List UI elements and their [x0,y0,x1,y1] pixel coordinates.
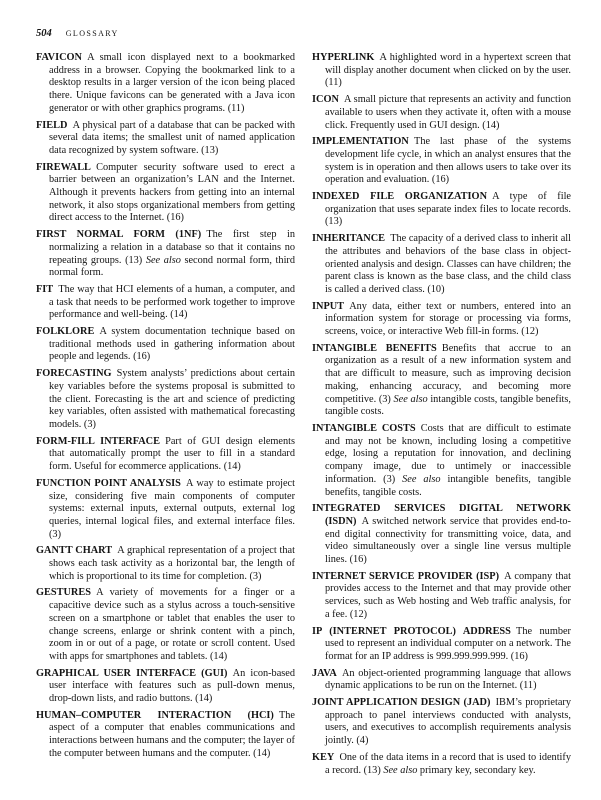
glossary-entry: INPUT Any data, either text or numbers, entered into an information system for storage or processing via forms, screens, voice, or interactive Web fill-in forms. (12) [312,300,571,338]
see-also-label: See also [393,393,428,405]
glossary-entry: KEY One of the data items in a record that is used to identify a record. (13) See also primary key, secondary key. [312,751,571,776]
glossary-term: HYPERLINK [312,52,375,63]
glossary-entry: FIELD A physical part of a database that can be packed with several data items; the smallest unit of named application data recognized by system software. (13) [36,119,295,156]
glossary-entry: GANTT CHART A graphical representation of a project that shows each task activity as a horizontal bar, the length of which is proportional to its time for completion. (3) [36,545,295,582]
glossary-term: IP (INTERNET PROTOCOL) ADDRESS [312,625,511,637]
glossary-term: INTANGIBLE BENEFITS [312,342,437,354]
page-header [36,28,571,39]
glossary-entry: FAVICON A small icon displayed next to a bookmarked address in a browser. Copying the bookmarked link to a desktop results in a larger version of the icon being placed there. Unique favicons can be generated with a Java icon generator or with other graphics programs. (11) [36,52,295,114]
glossary-term: FAVICON [36,52,82,63]
see-also-label: See also [402,473,441,485]
glossary-entry: FORECASTING System analysts’ predictions about certain key variables before the systems proposal is submitted to the client. Forecasting is the art and science of predicting key variables, often assisted with mathematical forecasting models. (3) [36,368,295,430]
glossary-term: FIREWALL [36,161,91,173]
glossary-term: KEY [312,751,335,763]
glossary-term: HUMAN–COMPUTER INTERACTION (HCI) [36,709,274,721]
glossary-entry: JAVA An object-oriented programming language that allows dynamic applications to be run on the Internet. (11) [312,667,571,692]
see-also-label: See also [383,764,418,776]
glossary-entry: IP (INTERNET PROTOCOL) ADDRESS The number used to represent an individual computer on a network. The format for an IP address is 999.999.999.999. (16) [312,625,571,662]
glossary-term: INDEXED FILE ORGANIZATION [312,191,488,203]
glossary-entry: IMPLEMENTATION The last phase of the systems development life cycle, in which an analyst ensures that the system is in operation and then allows users to take over its operation and evaluation. (16) [312,136,571,186]
glossary-term: GANTT CHART [36,545,113,557]
glossary-term: FIELD [36,119,68,131]
glossary-entry: GRAPHICAL USER INTERFACE (GUI) An icon-based user interface with features such as pull-down menus, drop-down lists, and radio buttons. (14) [36,667,295,705]
glossary-entry: INTERNET SERVICE PROVIDER (ISP) A company that provides access to the Internet and that may provide other services, such as Web hosting and Web traffic analysis, for a fee. (12) [312,570,571,620]
glossary-term: INHERITANCE [312,233,386,245]
glossary-entry: FIT The way that HCI elements of a human, a computer, and a task that needs to be performed work together to improve performance and well-being. (14) [36,283,295,321]
glossary-entry: FIREWALL Computer security software used to erect a barrier between an organization’s LAN and the Internet. Although it prevents hackers from getting into an internal network, it also stops organizational members from getting direct access to the Internet. (16) [36,161,295,224]
glossary-term: JOINT APPLICATION DESIGN (JAD) [312,697,491,709]
glossary-term: FIRST NORMAL FORM (1NF) [36,229,202,241]
section-title: GLOSSARY [65,29,119,38]
see-also-label: See also [145,254,181,266]
glossary-entry: JOINT APPLICATION DESIGN (JAD) IBM’s proprietary approach to panel interviews conducted with analysts, users, and executives to accomplish requirements analysis jointly. (4) [312,697,571,747]
glossary-column-left [36,52,295,781]
glossary-entry: INTEGRATED SERVICES DIGITAL NETWORK (ISDN) A switched network service that provides end-to-end digital connectivity for transmitting voice, data, and video simultaneously over a single line versus multiple lines. (16) [312,503,571,566]
glossary-term: IMPLEMENTATION [312,136,409,148]
glossary-term: FORECASTING [36,368,112,380]
glossary-entry: INDEXED FILE ORGANIZATION A type of file organization that uses separate index files to locate records. (13) [312,191,571,228]
glossary-entry: GESTURES A variety of movements for a finger or a capacitive device such as a stylus across a touch-sensitive screen on a smartphone or tablet that enables the user to change screens, enlarge or shrink content with a pinch, zoom in or out of a page, or rotate or scroll content. Used with apps for smartphones and tablets. (14) [36,587,295,662]
glossary-term: FOLKLORE [36,326,95,338]
glossary-term: ICON [312,94,339,106]
glossary-entry: FOLKLORE A system documentation technique based on traditional methods used in gathering information about people and legends. (16) [36,326,295,363]
glossary-term: GESTURES [36,587,91,599]
glossary-entry: ICON A small picture that represents an activity and function available to users when they activate it, often with a mouse click. Frequently used in GUI design. (14) [312,94,571,131]
glossary-entry: INHERITANCE The capacity of a derived class to inherit all the attributes and behaviors of the base class in object-oriented analysis and design. Classes can have children; the parent class is known as the base class, and the child class is called a derived class. (10) [312,233,571,295]
glossary-entry: FIRST NORMAL FORM (1NF) The first step in normalizing a relation in a database so that it contains no repeating groups. (13) See also second normal form, third normal form. [36,229,296,279]
glossary-term: FUNCTION POINT ANALYSIS [36,477,181,489]
glossary-term: INTANGIBLE COSTS [312,422,416,434]
glossary-term: INPUT [312,300,345,312]
glossary-term: INTERNET SERVICE PROVIDER (ISP) [312,570,499,582]
glossary-term: FIT [36,283,54,295]
glossary-term: FORM-FILL INTERFACE [36,435,160,447]
glossary-term: INTEGRATED SERVICES DIGITAL NETWORK (ISDN) [312,503,571,527]
glossary-term: GRAPHICAL USER INTERFACE (GUI) [36,667,228,679]
page-number: 504 [36,28,52,39]
glossary-term: JAVA [312,667,337,679]
glossary-columns [36,52,571,781]
glossary-entry: FORM-FILL INTERFACE Part of GUI design elements that automatically prompt the user to fill in a standard form. Useful for ecommerce applications. (14) [36,435,295,473]
glossary-entry: HUMAN–COMPUTER INTERACTION (HCI) The aspect of a computer that enables communications and interactions between humans and the computer; the layer of the computer between humans and the computer. (14) [36,709,295,759]
glossary-entry: INTANGIBLE BENEFITS Benefits that accrue to an organization as a result of a new information system and that are difficult to measure, such as improving decision making, enhancing accuracy, and becoming more competitive. (3) See also intangible costs, tangible benefits, tangible costs. [312,342,572,418]
glossary-entry: FUNCTION POINT ANALYSIS A way to estimate project size, considering five main components of computer systems: external inputs, external outputs, external log queries, internal logical files, and external interface files. (3) [36,477,295,540]
glossary-column-right [312,52,571,781]
glossary-entry: HYPERLINK A highlighted word in a hypertext screen that will display another document when clicked on by the user. (11) [312,52,571,89]
glossary-entry: INTANGIBLE COSTS Costs that are difficult to estimate and may not be known, including losing a competitive edge, losing a reputation for innovation, and declining company image, due to untimely or inaccessible information. (3) See also intangible benefits, tangible benefits, tangible costs. [312,422,571,498]
